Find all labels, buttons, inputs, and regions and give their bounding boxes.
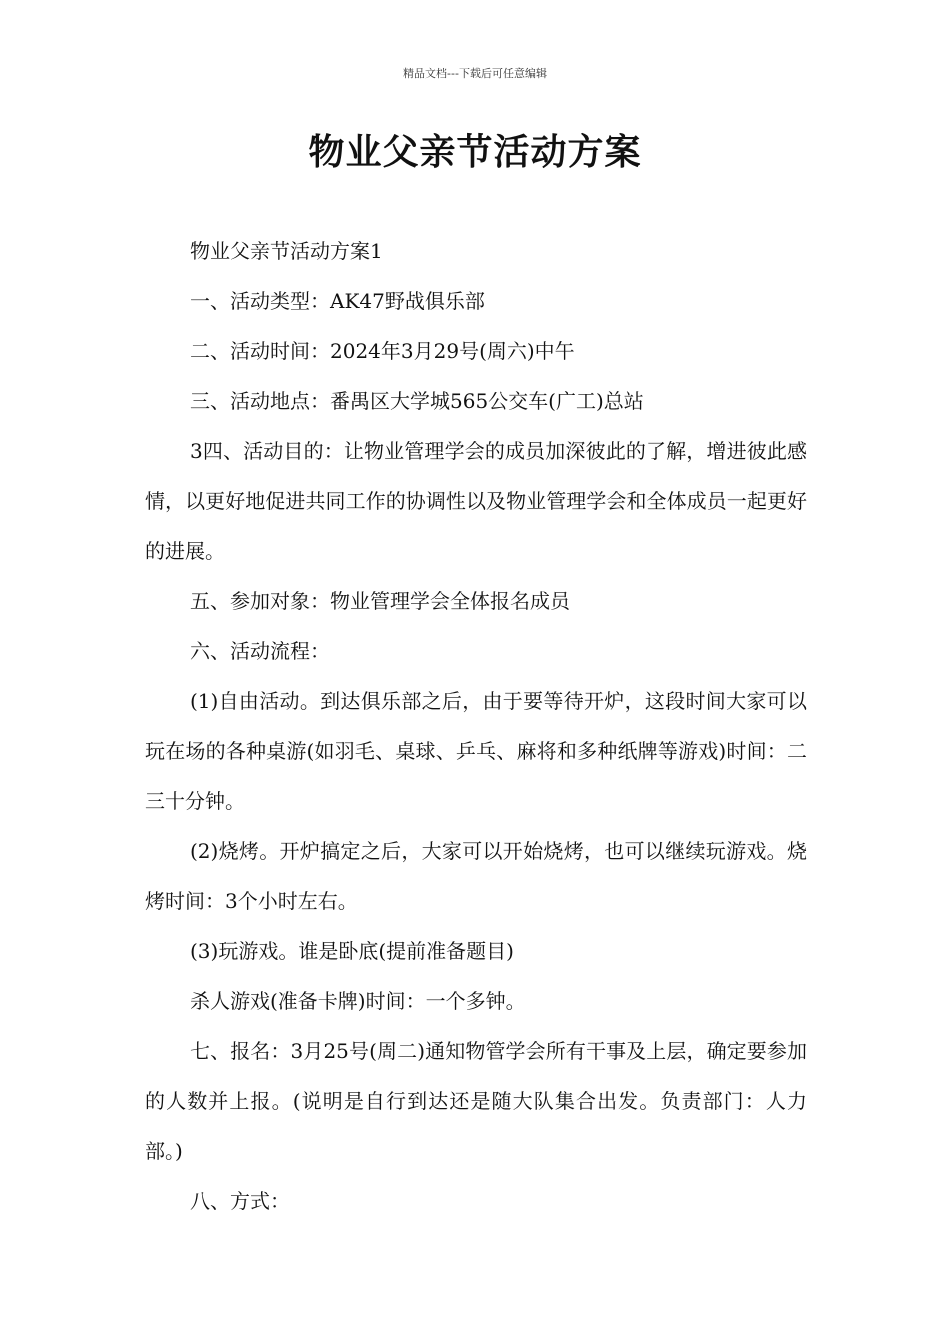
paragraph: 二、活动时间：2024年3月29号(周六)中午 [190, 339, 575, 363]
paragraph: 三、活动地点：番禺区大学城565公交车(广工)总站 [190, 389, 644, 413]
paragraph: (1)自由活动。到达俱乐部之后，由于要等待开炉，这段时间大家可以玩在场的各种桌游(如羽毛、桌球、乒乓、麻将和多种纸牌等游戏)时间：二三十分钟。 [145, 689, 807, 813]
paragraph: (2)烧烤。开炉搞定之后，大家可以开始烧烤，也可以继续玩游戏。烧烤时间：3个小时左右。 [145, 839, 807, 913]
paragraph: 五、参加对象：物业管理学会全体报名成员 [190, 589, 570, 613]
paragraph: 一、活动类型：AK47野战俱乐部 [190, 289, 485, 313]
paragraph: 六、活动流程： [190, 639, 330, 663]
paragraph: 3四、活动目的：让物业管理学会的成员加深彼此的了解，增进彼此感情，以更好地促进共同工作的协调性以及物业管理学会和全体成员一起更好的进展。 [145, 439, 807, 563]
document-title: 物业父亲节活动方案 [308, 132, 642, 173]
paragraph: (3)玩游戏。谁是卧底(提前准备题目) [190, 939, 514, 963]
paragraph: 物业父亲节活动方案1 [190, 239, 383, 263]
paragraph: 七、报名：3月25号(周二)通知物管学会所有干事及上层，确定要参加的人数并上报。(说明是自行到达还是随大队集合出发。负责部门：人力部。) [145, 1039, 807, 1163]
paragraph: 八、方式： [190, 1189, 290, 1213]
document-body [145, 226, 807, 1226]
header-note: 精品文档---下载后可任意编辑 [403, 67, 547, 80]
paragraph: 杀人游戏(准备卡牌)时间：一个多钟。 [190, 989, 526, 1013]
